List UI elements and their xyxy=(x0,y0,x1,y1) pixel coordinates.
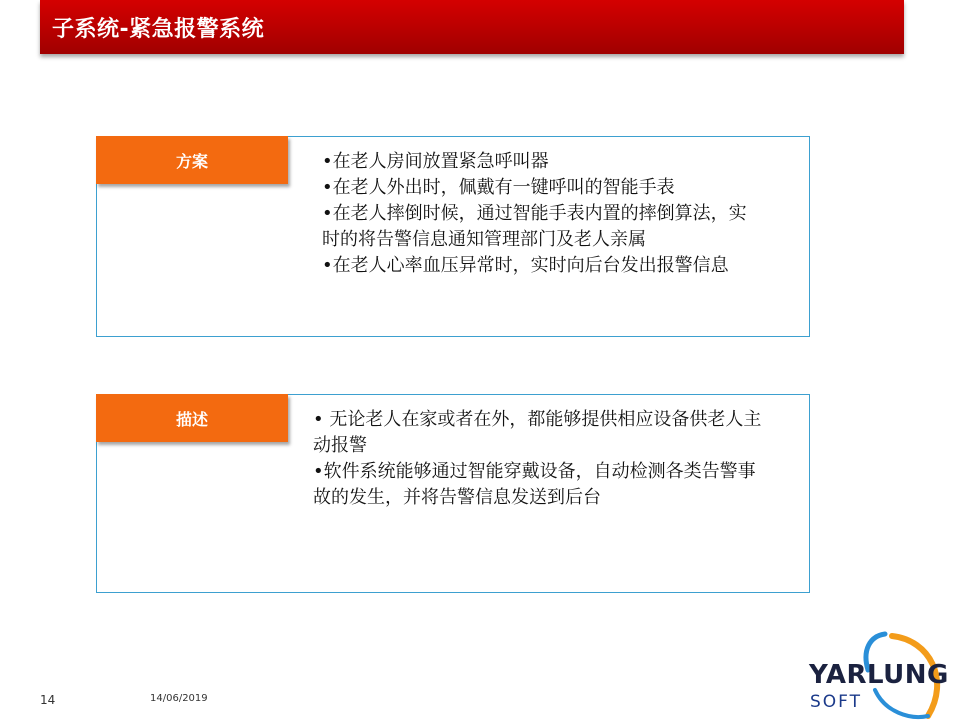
bullet-item: • 无论老人在家或者在外，都能够提供相应设备供老人主动报警 xyxy=(313,409,762,456)
page-number: 14 xyxy=(40,693,56,707)
title-bar xyxy=(40,0,904,54)
description-body xyxy=(313,407,763,511)
bullet-item: •在老人摔倒时候，通过智能手表内置的摔倒算法，实时的将告警信息通知管理部门及老人亲属 xyxy=(322,203,747,250)
yarlung-logo xyxy=(800,630,950,720)
logo-wordmark: YARLUNG xyxy=(809,660,949,690)
bullet-item: •软件系统能够通过智能穿戴设备，自动检测各类告警事故的发生，并将告警信息发送到后台 xyxy=(313,461,756,508)
bullet-item: •在老人外出时，佩戴有一键呼叫的智能手表 xyxy=(322,177,675,198)
description-tag: 描述 xyxy=(96,394,288,442)
bullet-item: •在老人房间放置紧急呼叫器 xyxy=(322,151,549,172)
scheme-body xyxy=(322,149,762,279)
bullet-item: •在老人心率血压异常时，实时向后台发出报警信息 xyxy=(322,255,729,276)
slide-title: 子系统-紧急报警系统 xyxy=(52,17,265,42)
logo-subtext: SOFT xyxy=(810,692,863,712)
scheme-tag: 方案 xyxy=(96,136,288,184)
scheme-panel xyxy=(96,136,810,337)
description-panel xyxy=(96,394,810,593)
slide-date: 14/06/2019 xyxy=(150,693,208,704)
